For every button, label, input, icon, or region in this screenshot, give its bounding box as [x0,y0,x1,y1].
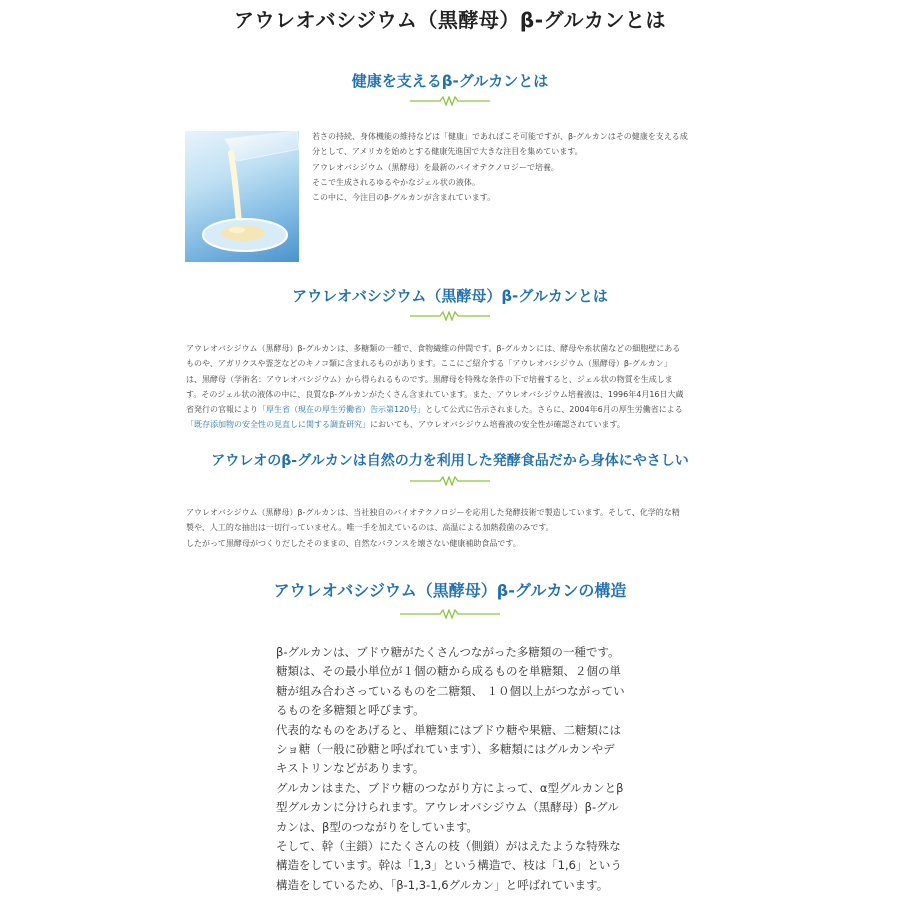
text-line: したがって黒酵母がつくりだしたそのままの、自然なバランスを壊さない健康補助食品です。 [186,538,521,548]
text-line: 構造をしているため、「β-1,3-1,6グルカン」と呼ばれています。 [276,877,609,892]
safety-study-link[interactable]: 「既存添加物の安全性の見直しに関する調査研究」 [186,420,370,430]
text-line: 代表的なものをあげると、単糖類にはブドウ糖や果糖、二糖類には [276,722,621,737]
beta-glucan-gel-photo [185,131,299,262]
text-line: アウレオバシジウム（黒酵母）β-グルカンは、多糖類の一種で、食物繊維の仲間です。β-グルカンには、酵母や糸状菌などの細胞壁にある [186,344,681,353]
heading-divider-wave-icon [410,96,490,106]
text-line: 型グルカンに分けられます。アウレオバシジウム（黒酵母）β-グル [276,800,619,815]
text-line [186,402,726,417]
text-line: キストリンなどがあります。 [276,761,425,776]
section-heading-fermented-food: アウレオのβ-グルカンは自然の力を利用した発酵食品だから身体にやさしい [211,453,689,469]
page-title: アウレオバシジウム（黒酵母）β-グルカンとは [234,8,666,32]
text-line: 分として、アメリカを始めとする健康先進国で大きな注目を集めています。 [312,147,583,157]
heading-divider-wave-icon [400,609,500,619]
section-health-text [312,129,732,205]
text-line: るものを多糖類と呼びます。 [276,703,425,718]
text-line: ショ糖（一般に砂糖と呼ばれています）、多糖類にはグルカンやデ [276,742,615,757]
text-line: β-グルカンは、ブドウ糖がたくさんつながった多糖類の一種です。 [276,645,620,659]
text-line: は、黒酵母（学術名：アウレオバシジウム）から得られるものです。黒酵母を特殊な条件の下で培養すると、ジェル状の物質を生成しま [186,374,673,384]
text-fragment: 省発行の官報により [186,405,258,415]
text-fragment: においても、アウレオバシジウム培養液の安全性が確認されています。 [370,420,625,430]
text-line: アウレオバシジウム（黒酵母）を最新のバイオテクノロジーで培養。 [312,162,559,172]
section-fermented-text [186,505,726,551]
text-line: そして、幹（主鎖）にたくさんの枝（側鎖）がはえたような特殊な [276,839,621,854]
text-line: す。そのジェル状の液体の中に、良質なβ-グルカンがたくさん含まれています。また、アウレオバシジウム培養液は、1996年4月16日大蔵 [186,389,684,399]
text-line: グルカンはまた、ブドウ糖のつながり方によって、α型グルカンとβ [276,780,624,795]
section-heading-structure: アウレオバシジウム（黒酵母）β-グルカンの構造 [273,581,627,600]
text-line: この中に、今注目のβ-グルカンが含まれています。 [312,193,496,203]
heading-divider-wave-icon [410,476,490,486]
text-line: ものや、アガリクスや霊芝などのキノコ類に含まれるものがあります。ここにご紹介する「アウレオバシジウム（黒酵母）β-グルカン」 [186,359,672,369]
section-heading-aureobasidium: アウレオバシジウム（黒酵母）β-グルカンとは [292,287,608,305]
text-line: 糖が組み合わさっているものを二糖類、 １０個以上がつながってい [276,683,625,698]
section-aureobasidium-text [186,341,726,433]
section-heading-health: 健康を支えるβ-グルカンとは [351,72,549,90]
text-line: 製や、人工的な抽出は一切行っていません。唯一手を加えているのは、高温による加熱殺菌のみです。 [186,523,554,533]
ministry-notice-link[interactable]: 「厚生省（現在の厚生労働省）告示第120号」 [258,405,426,415]
text-line: カンは、β型のつながりをしています。 [276,819,478,834]
text-line [186,417,726,432]
text-line: 糖類は、その最小単位が１個の糖から成るものを単糖類、２個の単 [276,664,621,679]
heading-divider-wave-icon [410,311,490,321]
section-structure-text [276,643,646,895]
text-line: 若さの持続、身体機能の維持などは「健康」であればこそ可能ですが、β-グルカンはその健康を支える成 [312,132,688,141]
text-line: そこで生成されるゆるやかなジェル状の液体。 [312,177,480,187]
text-line: アウレオバシジウム（黒酵母）β-グルカンは、当社独自のバイオテクノロジーを応用した発酵技術で製造しています。そして、化学的な精 [186,508,680,517]
text-fragment: として公式に告示されました。さらに、2004年6月の厚生労働省による [425,405,683,415]
text-line: 構造をしています。幹は「1,3」という構造で、枝は「1,6」という [276,858,622,873]
